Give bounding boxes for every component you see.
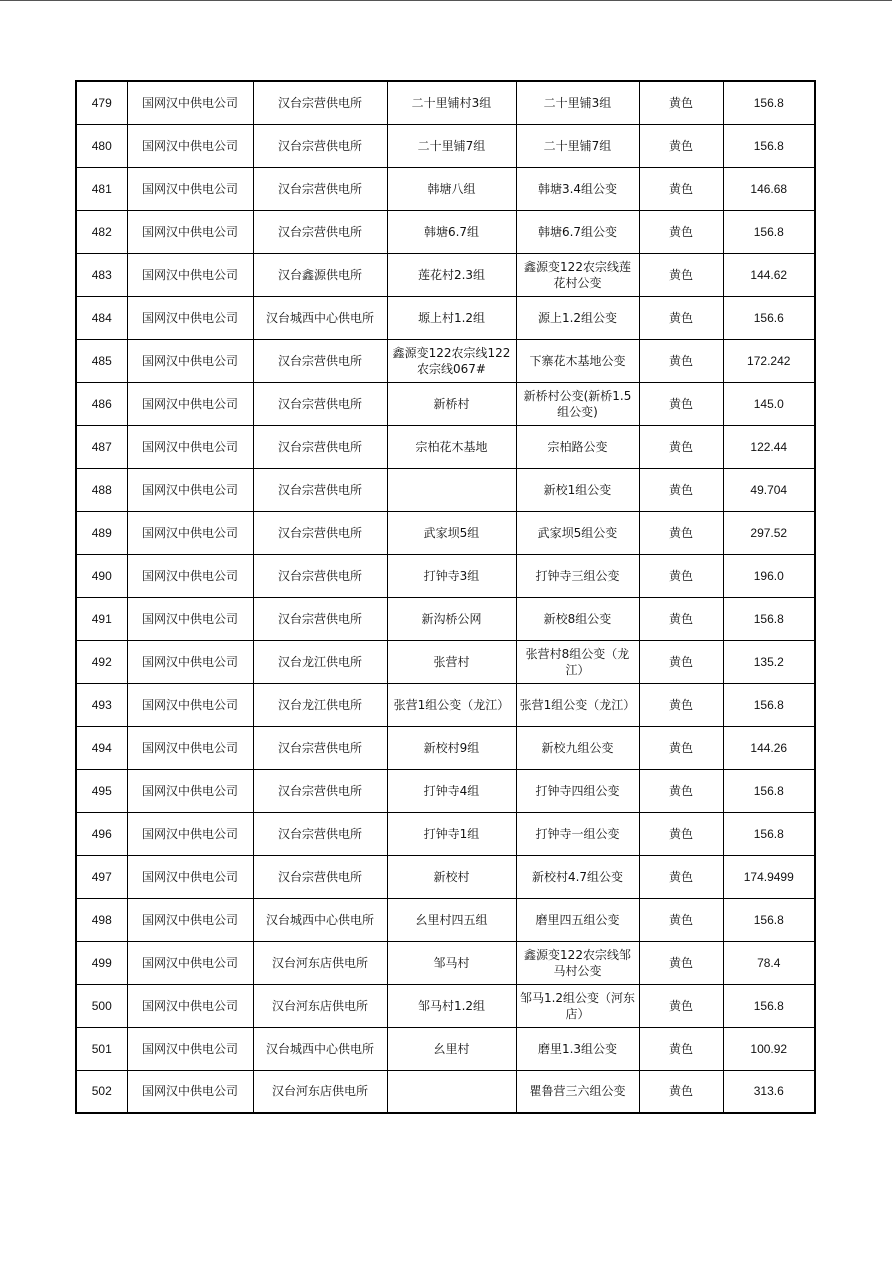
- row-number: 481: [76, 167, 127, 210]
- location-cell: 塬上村1.2组: [387, 296, 516, 339]
- table-row: [76, 124, 815, 167]
- company-cell: 国网汉中供电公司: [127, 640, 253, 683]
- station-cell: 汉台龙江供电所: [253, 683, 387, 726]
- station-cell: 汉台河东店供电所: [253, 941, 387, 984]
- station-cell: 汉台宗营供电所: [253, 769, 387, 812]
- color-cell: 黄色: [639, 855, 723, 898]
- color-cell: 黄色: [639, 941, 723, 984]
- value-cell: 156.8: [723, 812, 815, 855]
- transformer-cell: 磨里1.3组公变: [516, 1027, 639, 1070]
- transformer-cell: 新校九组公变: [516, 726, 639, 769]
- row-number: 488: [76, 468, 127, 511]
- table-row: [76, 253, 815, 296]
- location-cell: 张营村: [387, 640, 516, 683]
- color-cell: 黄色: [639, 640, 723, 683]
- station-cell: 汉台宗营供电所: [253, 210, 387, 253]
- station-cell: 汉台城西中心供电所: [253, 1027, 387, 1070]
- location-cell: 莲花村2.3组: [387, 253, 516, 296]
- value-cell: 156.8: [723, 898, 815, 941]
- row-number: 497: [76, 855, 127, 898]
- value-cell: 156.8: [723, 769, 815, 812]
- location-cell: 韩塘6.7组: [387, 210, 516, 253]
- table-row: [76, 382, 815, 425]
- transformer-cell: 韩塘3.4组公变: [516, 167, 639, 210]
- company-cell: 国网汉中供电公司: [127, 597, 253, 640]
- row-number: 495: [76, 769, 127, 812]
- value-cell: 122.44: [723, 425, 815, 468]
- row-number: 483: [76, 253, 127, 296]
- company-cell: 国网汉中供电公司: [127, 769, 253, 812]
- color-cell: 黄色: [639, 984, 723, 1027]
- color-cell: 黄色: [639, 554, 723, 597]
- transformer-cell: 新桥村公变(新桥1.5组公变): [516, 382, 639, 425]
- table-row: [76, 812, 815, 855]
- station-cell: 汉台宗营供电所: [253, 511, 387, 554]
- station-cell: 汉台龙江供电所: [253, 640, 387, 683]
- location-cell: 二十里铺7组: [387, 124, 516, 167]
- table-row: [76, 339, 815, 382]
- row-number: 480: [76, 124, 127, 167]
- row-number: 479: [76, 81, 127, 124]
- transformer-cell: 新校村4.7组公变: [516, 855, 639, 898]
- color-cell: 黄色: [639, 81, 723, 124]
- table-row: [76, 640, 815, 683]
- company-cell: 国网汉中供电公司: [127, 855, 253, 898]
- company-cell: 国网汉中供电公司: [127, 425, 253, 468]
- station-cell: 汉台宗营供电所: [253, 597, 387, 640]
- transformer-cell: 新校1组公变: [516, 468, 639, 511]
- table-row: [76, 597, 815, 640]
- row-number: 482: [76, 210, 127, 253]
- color-cell: 黄色: [639, 382, 723, 425]
- station-cell: 汉台城西中心供电所: [253, 296, 387, 339]
- transformer-cell: 新校8组公变: [516, 597, 639, 640]
- company-cell: 国网汉中供电公司: [127, 812, 253, 855]
- station-cell: 汉台宗营供电所: [253, 81, 387, 124]
- table-row: [76, 511, 815, 554]
- color-cell: 黄色: [639, 726, 723, 769]
- table-row: [76, 726, 815, 769]
- table-row: [76, 296, 815, 339]
- transformer-cell: 二十里铺7组: [516, 124, 639, 167]
- color-cell: 黄色: [639, 1027, 723, 1070]
- table-body: [76, 81, 815, 1113]
- color-cell: 黄色: [639, 511, 723, 554]
- table-row: [76, 683, 815, 726]
- color-cell: 黄色: [639, 425, 723, 468]
- transformer-cell: 下寨花木基地公变: [516, 339, 639, 382]
- location-cell: 鑫源变122农宗线122农宗线067#: [387, 339, 516, 382]
- location-cell: 幺里村: [387, 1027, 516, 1070]
- company-cell: 国网汉中供电公司: [127, 898, 253, 941]
- page-top-border: [0, 0, 892, 1]
- station-cell: 汉台宗营供电所: [253, 812, 387, 855]
- color-cell: 黄色: [639, 167, 723, 210]
- row-number: 490: [76, 554, 127, 597]
- transformer-cell: 韩塘6.7组公变: [516, 210, 639, 253]
- value-cell: 156.8: [723, 210, 815, 253]
- value-cell: 156.8: [723, 683, 815, 726]
- station-cell: 汉台宗营供电所: [253, 468, 387, 511]
- transformer-cell: 瞿鲁营三六组公变: [516, 1070, 639, 1113]
- table-row: [76, 1070, 815, 1113]
- location-cell: 二十里铺村3组: [387, 81, 516, 124]
- table-row: [76, 167, 815, 210]
- value-cell: 100.92: [723, 1027, 815, 1070]
- table-row: [76, 554, 815, 597]
- row-number: 502: [76, 1070, 127, 1113]
- company-cell: 国网汉中供电公司: [127, 382, 253, 425]
- color-cell: 黄色: [639, 210, 723, 253]
- value-cell: 156.8: [723, 81, 815, 124]
- location-cell: 韩塘八组: [387, 167, 516, 210]
- table-row: [76, 81, 815, 124]
- company-cell: 国网汉中供电公司: [127, 167, 253, 210]
- location-cell: 张营1组公变（龙江）: [387, 683, 516, 726]
- value-cell: 156.6: [723, 296, 815, 339]
- company-cell: 国网汉中供电公司: [127, 984, 253, 1027]
- row-number: 492: [76, 640, 127, 683]
- location-cell: 打钟寺1组: [387, 812, 516, 855]
- row-number: 491: [76, 597, 127, 640]
- station-cell: 汉台河东店供电所: [253, 984, 387, 1027]
- location-cell: 幺里村四五组: [387, 898, 516, 941]
- transformer-cell: 源上1.2组公变: [516, 296, 639, 339]
- value-cell: 135.2: [723, 640, 815, 683]
- transformer-cell: 宗柏路公变: [516, 425, 639, 468]
- value-cell: 297.52: [723, 511, 815, 554]
- value-cell: 145.0: [723, 382, 815, 425]
- transformer-cell: 鑫源变122农宗线莲花村公变: [516, 253, 639, 296]
- value-cell: 78.4: [723, 941, 815, 984]
- row-number: 498: [76, 898, 127, 941]
- value-cell: 156.8: [723, 984, 815, 1027]
- company-cell: 国网汉中供电公司: [127, 296, 253, 339]
- color-cell: 黄色: [639, 812, 723, 855]
- value-cell: 144.62: [723, 253, 815, 296]
- transformer-cell: 鑫源变122农宗线邹马村公变: [516, 941, 639, 984]
- data-table: [75, 80, 816, 1114]
- company-cell: 国网汉中供电公司: [127, 81, 253, 124]
- color-cell: 黄色: [639, 468, 723, 511]
- company-cell: 国网汉中供电公司: [127, 1070, 253, 1113]
- company-cell: 国网汉中供电公司: [127, 1027, 253, 1070]
- value-cell: 172.242: [723, 339, 815, 382]
- location-cell: 邹马村: [387, 941, 516, 984]
- company-cell: 国网汉中供电公司: [127, 468, 253, 511]
- company-cell: 国网汉中供电公司: [127, 210, 253, 253]
- location-cell: [387, 468, 516, 511]
- row-number: 486: [76, 382, 127, 425]
- table-row: [76, 855, 815, 898]
- transformer-cell: 武家坝5组公变: [516, 511, 639, 554]
- color-cell: 黄色: [639, 253, 723, 296]
- color-cell: 黄色: [639, 898, 723, 941]
- table-row: [76, 468, 815, 511]
- row-number: 487: [76, 425, 127, 468]
- transformer-cell: 磨里四五组公变: [516, 898, 639, 941]
- station-cell: 汉台河东店供电所: [253, 1070, 387, 1113]
- table-row: [76, 898, 815, 941]
- location-cell: [387, 1070, 516, 1113]
- location-cell: 武家坝5组: [387, 511, 516, 554]
- row-number: 496: [76, 812, 127, 855]
- station-cell: 汉台宗营供电所: [253, 382, 387, 425]
- location-cell: 邹马村1.2组: [387, 984, 516, 1027]
- station-cell: 汉台宗营供电所: [253, 554, 387, 597]
- location-cell: 打钟寺4组: [387, 769, 516, 812]
- color-cell: 黄色: [639, 339, 723, 382]
- row-number: 494: [76, 726, 127, 769]
- transformer-cell: 张营1组公变（龙江）: [516, 683, 639, 726]
- location-cell: 宗柏花木基地: [387, 425, 516, 468]
- color-cell: 黄色: [639, 597, 723, 640]
- station-cell: 汉台宗营供电所: [253, 124, 387, 167]
- transformer-cell: 邹马1.2组公变（河东店）: [516, 984, 639, 1027]
- station-cell: 汉台城西中心供电所: [253, 898, 387, 941]
- transformer-cell: 打钟寺三组公变: [516, 554, 639, 597]
- value-cell: 156.8: [723, 597, 815, 640]
- row-number: 499: [76, 941, 127, 984]
- color-cell: 黄色: [639, 124, 723, 167]
- value-cell: 156.8: [723, 124, 815, 167]
- value-cell: 196.0: [723, 554, 815, 597]
- row-number: 493: [76, 683, 127, 726]
- table-row: [76, 210, 815, 253]
- value-cell: 49.704: [723, 468, 815, 511]
- transformer-cell: 打钟寺四组公变: [516, 769, 639, 812]
- row-number: 501: [76, 1027, 127, 1070]
- station-cell: 汉台宗营供电所: [253, 726, 387, 769]
- location-cell: 新桥村: [387, 382, 516, 425]
- company-cell: 国网汉中供电公司: [127, 253, 253, 296]
- value-cell: 313.6: [723, 1070, 815, 1113]
- color-cell: 黄色: [639, 769, 723, 812]
- value-cell: 174.9499: [723, 855, 815, 898]
- company-cell: 国网汉中供电公司: [127, 511, 253, 554]
- value-cell: 146.68: [723, 167, 815, 210]
- location-cell: 打钟寺3组: [387, 554, 516, 597]
- company-cell: 国网汉中供电公司: [127, 726, 253, 769]
- location-cell: 新沟桥公网: [387, 597, 516, 640]
- table-row: [76, 941, 815, 984]
- row-number: 500: [76, 984, 127, 1027]
- location-cell: 新校村9组: [387, 726, 516, 769]
- company-cell: 国网汉中供电公司: [127, 124, 253, 167]
- transformer-cell: 打钟寺一组公变: [516, 812, 639, 855]
- company-cell: 国网汉中供电公司: [127, 554, 253, 597]
- transformer-cell: 张营村8组公变（龙江）: [516, 640, 639, 683]
- company-cell: 国网汉中供电公司: [127, 339, 253, 382]
- company-cell: 国网汉中供电公司: [127, 683, 253, 726]
- table-row: [76, 769, 815, 812]
- station-cell: 汉台鑫源供电所: [253, 253, 387, 296]
- table-row: [76, 984, 815, 1027]
- color-cell: 黄色: [639, 296, 723, 339]
- location-cell: 新校村: [387, 855, 516, 898]
- transformer-cell: 二十里铺3组: [516, 81, 639, 124]
- station-cell: 汉台宗营供电所: [253, 855, 387, 898]
- table-row: [76, 425, 815, 468]
- row-number: 484: [76, 296, 127, 339]
- color-cell: 黄色: [639, 683, 723, 726]
- station-cell: 汉台宗营供电所: [253, 339, 387, 382]
- value-cell: 144.26: [723, 726, 815, 769]
- station-cell: 汉台宗营供电所: [253, 167, 387, 210]
- row-number: 485: [76, 339, 127, 382]
- color-cell: 黄色: [639, 1070, 723, 1113]
- row-number: 489: [76, 511, 127, 554]
- station-cell: 汉台宗营供电所: [253, 425, 387, 468]
- company-cell: 国网汉中供电公司: [127, 941, 253, 984]
- table-row: [76, 1027, 815, 1070]
